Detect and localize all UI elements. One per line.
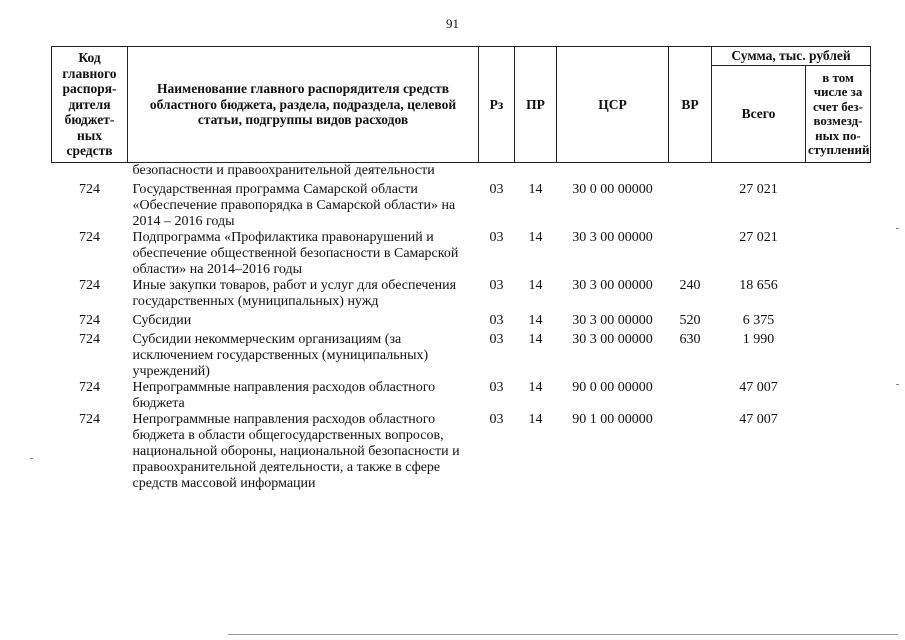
table-row — [52, 329, 871, 380]
cell-total: 18 656 — [739, 278, 778, 293]
header-code: Код главного распоря-дителя бюджет-ных средств — [52, 47, 128, 163]
cell-pr: 14 — [528, 230, 543, 245]
cell-free — [806, 380, 871, 412]
header-sum: Сумма, тыс. рублей — [712, 47, 871, 66]
cell-vr — [669, 412, 712, 492]
cell-csr: 30 0 00 00000 — [572, 182, 653, 197]
cell-name: Непрограммные направления расходов областного бюджета — [132, 380, 436, 411]
table-row — [52, 230, 871, 278]
header-rz: Рз — [479, 47, 515, 163]
header-name: Наименование главного распорядителя средств областного бюджета, раздела, подраздела, целевой статьи, подгруппы видов расходов — [128, 47, 479, 163]
cell-csr: 30 3 00 00000 — [572, 332, 653, 347]
cell-vr — [669, 230, 712, 278]
header-pr: ПР — [515, 47, 557, 163]
table-header — [52, 47, 871, 163]
cell-rz: 03 — [489, 278, 504, 293]
cell-total: 6 375 — [742, 313, 775, 328]
margin-mark — [896, 228, 899, 229]
table-row — [52, 310, 871, 329]
cell-rz: 03 — [489, 182, 504, 197]
cell-vr: 240 — [679, 278, 701, 293]
cell-rz: 03 — [489, 412, 504, 427]
cell-total: 47 007 — [739, 380, 778, 395]
budget-table — [51, 46, 871, 492]
table-row — [52, 179, 871, 230]
cell-pr: 14 — [528, 313, 543, 328]
cell-rz: 03 — [489, 313, 504, 328]
cell-name: Субсидии — [132, 313, 192, 328]
cell-name: Субсидии некоммерческим организациям (за исключением государственных (муниципальных) учреждений) — [132, 332, 429, 379]
cell-csr: 30 3 00 00000 — [572, 230, 653, 245]
cell-code: 724 — [79, 412, 100, 427]
cell-total: 27 021 — [739, 182, 778, 197]
cell-code: 724 — [79, 332, 100, 347]
table-row — [52, 380, 871, 412]
cell-pr: 14 — [528, 182, 543, 197]
cell-rz: 03 — [489, 230, 504, 245]
cell-name: Государственная программа Самарской области «Обеспечение правопорядка в Самарской области» на 2014 – 2016 годы — [132, 182, 456, 229]
cell-vr: 520 — [679, 313, 701, 328]
table-row — [52, 278, 871, 310]
cell-code: 724 — [79, 380, 100, 395]
cell-pr: 14 — [528, 380, 543, 395]
cell-name: Непрограммные направления расходов областного бюджета в области общегосударственных вопросов, национальной обороны, национальной безопасности и правоохранительной деятельности, а также в сфере средств массовой информации — [132, 412, 460, 491]
bottom-divider — [228, 634, 898, 635]
cell-free — [806, 278, 871, 310]
margin-mark — [896, 384, 899, 385]
cell-total: 1 990 — [742, 332, 775, 347]
cell-csr: 90 1 00 00000 — [572, 412, 653, 427]
cell-free — [806, 310, 871, 329]
cell-vr — [669, 179, 712, 230]
header-total: Всего — [712, 66, 806, 163]
cell-free — [806, 412, 871, 492]
cell-csr: 90 0 00 00000 — [572, 380, 653, 395]
cell-name: Иные закупки товаров, работ и услуг для обеспечения государственных (муниципальных) нужд — [132, 278, 457, 309]
cell-total: 47 007 — [739, 412, 778, 427]
cell-vr — [669, 380, 712, 412]
cell-pr: 14 — [528, 412, 543, 427]
cell-code: 724 — [79, 278, 100, 293]
cell-free — [806, 329, 871, 380]
cell-total: 27 021 — [739, 230, 778, 245]
header-free: в том числе за счет без-возмезд-ных по-ступлений — [806, 66, 871, 163]
continuation-row — [52, 163, 871, 180]
cell-csr: 30 3 00 00000 — [572, 278, 653, 293]
header-csr: ЦСР — [557, 47, 669, 163]
cell-csr: 30 3 00 00000 — [572, 313, 653, 328]
cell-code: 724 — [79, 313, 100, 328]
cell-rz: 03 — [489, 380, 504, 395]
cell-pr: 14 — [528, 278, 543, 293]
table-row — [52, 412, 871, 492]
page-number: 91 — [446, 16, 459, 31]
continuation-text: безопасности и правоохранительной деятельности — [132, 163, 435, 178]
cell-code: 724 — [79, 230, 100, 245]
cell-vr: 630 — [679, 332, 701, 347]
cell-rz: 03 — [489, 332, 504, 347]
cell-pr: 14 — [528, 332, 543, 347]
cell-free — [806, 230, 871, 278]
cell-free — [806, 179, 871, 230]
table-body — [52, 163, 871, 493]
cell-code: 724 — [79, 182, 100, 197]
margin-mark — [30, 458, 33, 459]
header-vr: ВР — [669, 47, 712, 163]
cell-name: Подпрограмма «Профилактика правонарушений и обеспечение общественной безопасности в Самарской области» на 2014–2016 годы — [132, 230, 459, 277]
